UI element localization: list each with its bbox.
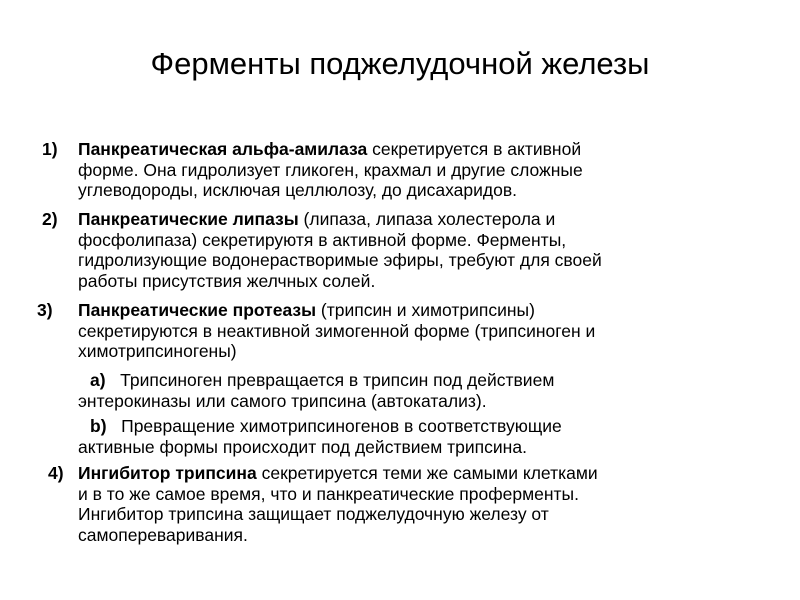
list-item-4-text-4: самопереваривания. xyxy=(78,524,248,545)
list-item-2-lead: Панкреатические липазы xyxy=(78,209,299,229)
list-item-4-lead: Ингибитор трипсина xyxy=(78,463,257,483)
list-item-4-text-1: секретируется теми же самыми клетками xyxy=(261,463,598,483)
sub-item-a-text-1: Трипсиноген превращается в трипсин под действием xyxy=(120,370,555,390)
list-marker-3: 3) xyxy=(37,300,53,320)
list-item-1-text-2: форме. Она гидролизует гликоген, крахмал и другие сложные xyxy=(78,159,583,180)
list-item-4 xyxy=(48,463,598,545)
sub-item-a-text-2: энтерокиназы или самого трипсина (автокатализ). xyxy=(78,390,487,411)
list-marker-1: 1) xyxy=(42,139,58,159)
list-item-4-text-2: и в то же самое время, что и панкреатические проферменты. xyxy=(78,483,579,504)
list-item-3-line-1 xyxy=(78,300,595,321)
list-item-1 xyxy=(42,139,583,201)
list-item-3-text-1: (трипсин и химотрипсины) xyxy=(320,300,535,320)
list-item-3 xyxy=(37,300,596,362)
list-item-2-text-2: фосфолипаза) секретируютя в активной форме. Ферменты, xyxy=(78,229,567,250)
list-item-1-text-3: углеводороды, исключая целлюлозу, до дисахаридов. xyxy=(78,180,518,201)
list-item-4-line-1 xyxy=(78,463,598,484)
list-item-3-lead: Панкреатические протеазы xyxy=(78,300,317,320)
sub-item-b-line-1 xyxy=(78,416,562,437)
slide-title: Ферменты поджелудочной железы xyxy=(150,46,650,81)
list-item-1-text-1: секретируется в активной xyxy=(372,139,582,159)
sub-item-b xyxy=(78,416,562,457)
list-item-2-text-1: (липаза, липаза холестерола и xyxy=(303,209,556,229)
list-item-2 xyxy=(42,209,602,291)
list-item-2-text-4: работы присутствия желчных солей. xyxy=(78,270,376,291)
list-marker-2: 2) xyxy=(42,209,58,229)
list-item-1-lead: Панкреатическая альфа-амилаза xyxy=(78,139,368,159)
list-marker-4: 4) xyxy=(48,463,64,483)
list-item-2-text-3: гидролизующие водонерастворимые эфиры, требуют для своей xyxy=(78,250,602,271)
sub-item-b-marker: b) xyxy=(90,416,107,436)
sub-item-a-line-1 xyxy=(78,370,554,391)
sub-item-a-marker: a) xyxy=(90,370,106,390)
sub-item-b-text-1: Превращение химотрипсиногенов в соответствующие xyxy=(121,416,562,436)
list-item-2-line-1 xyxy=(78,209,602,230)
sub-item-b-text-2: активные формы происходит под действием трипсина. xyxy=(78,436,527,457)
sub-item-a xyxy=(78,370,554,411)
list-item-3-text-2: секретируются в неактивной зимогенной форме (трипсиноген и xyxy=(78,320,596,341)
list-item-4-text-3: Ингибитор трипсина защищает поджелудочную железу от xyxy=(78,504,549,525)
list-item-1-line-1 xyxy=(78,139,583,160)
list-item-3-text-3: химотрипсиногены) xyxy=(78,341,237,362)
